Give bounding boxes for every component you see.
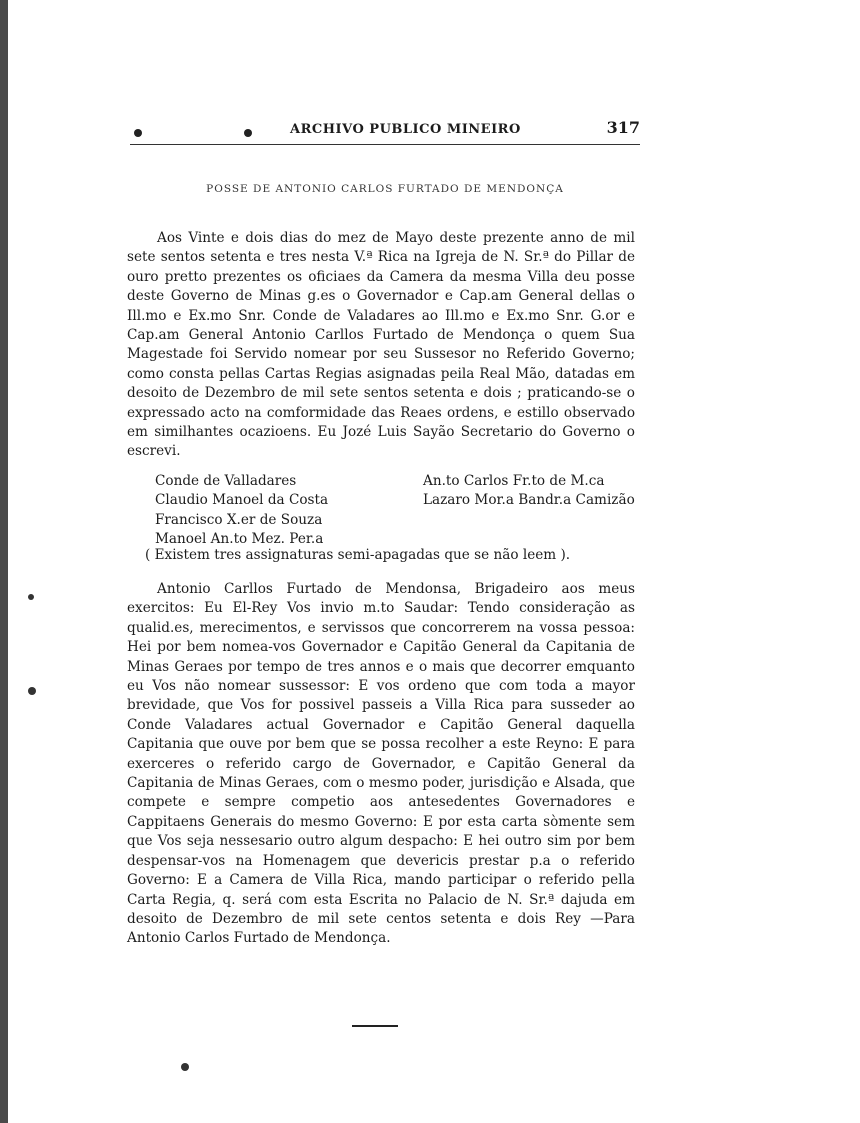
- margin-speck: [28, 687, 36, 695]
- document-title: POSSE DE ANTONIO CARLOS FURTADO DE MENDONÇA: [206, 183, 564, 195]
- header-rule: [130, 144, 640, 145]
- signature-right: Lazaro Mor.a Bandr.a Camizão: [423, 492, 635, 509]
- signature-left: Conde de Valladares: [155, 473, 297, 489]
- page-number: 317: [606, 118, 640, 137]
- signature-left: Manoel An.to Mez. Per.a: [155, 531, 324, 548]
- header-ornament-dot: [134, 129, 142, 137]
- journal-title: ARCHIVO PUBLICO MINEIRO: [290, 122, 521, 137]
- signature-left: Francisco X.er de Souza: [155, 511, 323, 528]
- editorial-note: ( Existem tres assignaturas semi-apagadas que se não leem ).: [145, 547, 571, 563]
- paragraph-royal-letter: Antonio Carllos Furtado de Mendonsa, Brigadeiro aos meus exercitos: Eu El-Rey Vos invio m.to Saudar: Tendo consideração as qualid.es, merecimentos, e servissos que concorrerem na vossa pessoa: Hei por bem nomea-vos Governador e Capitão General da Capitania de Minas Geraes por tempo de tres annos e o mais que decorrer emquanto eu Vos não nomear sussessor: E vos ordeno que com toda a mayor brevidade, que Vos for possivel passeis a Villa Rica para susseder ao Conde Valadares actual Governador e Capitão General daquella Capitania que ouve por bem que se possa recolher a este Reyno: E para exerceres o referido cargo de Governador, e Capitão General da Capitania de Minas Geraes, com o mesmo poder, jurisdição e Alsada, que compete e sempre competio aos antesedentes Governadores e Cappitaens Generais do mesmo Governo: E por esta carta sòmente sem que Vos seja nessesario outro algum despacho: E hei outro sim por bem despensar-vos na Homenagem que devericis prestar p.a o referido Governo: E a Camera de Villa Rica, mando participar o referido pella Carta Regia, q. será com esta Escrita no Palacio de N. Sr.ª dajuda em desoito de Dezembro de mil sete centos setenta e dois Rey —Para Antonio Carlos Furtado de Mendonça.: [127, 581, 635, 947]
- end-rule: [352, 1025, 398, 1027]
- running-header: [130, 118, 640, 144]
- signature-right: An.to Carlos Fr.to de M.ca: [423, 473, 605, 489]
- header-ornament-dot: [244, 129, 252, 137]
- margin-speck: [181, 1063, 189, 1071]
- signature-left: Claudio Manoel da Costa: [155, 492, 329, 509]
- page-edge: [0, 0, 8, 1123]
- paragraph-posse-record: Aos Vinte e dois dias do mez de Mayo deste prezente anno de mil sete sentos setenta e tres nesta V.ª Rica na Igreja de N. Sr.ª do Pillar de ouro pretto prezentes os oficiaes da Camera da mesma Villa deu posse deste Governo de Minas g.es o Governador e Cap.am General dellas o Ill.mo e Ex.mo Snr. Conde de Valadares ao Ill.mo e Ex.mo Snr. G.or e Cap.am General Antonio Carllos Furtado de Mendonça o quem Sua Magestade foi Servido nomear por seu Sussesor no Referido Governo; como consta pellas Cartas Regias asignadas peila Real Mão, datadas em desoito de Dezembro de mil sete sentos setenta e dois ; praticando-se o expressado acto na comformidade das Reaes ordens, e estillo observado em similhantes ocazioens. Eu Jozé Luis Sayão Secretario do Governo o escrevi.: [127, 230, 635, 460]
- margin-speck: [28, 594, 34, 600]
